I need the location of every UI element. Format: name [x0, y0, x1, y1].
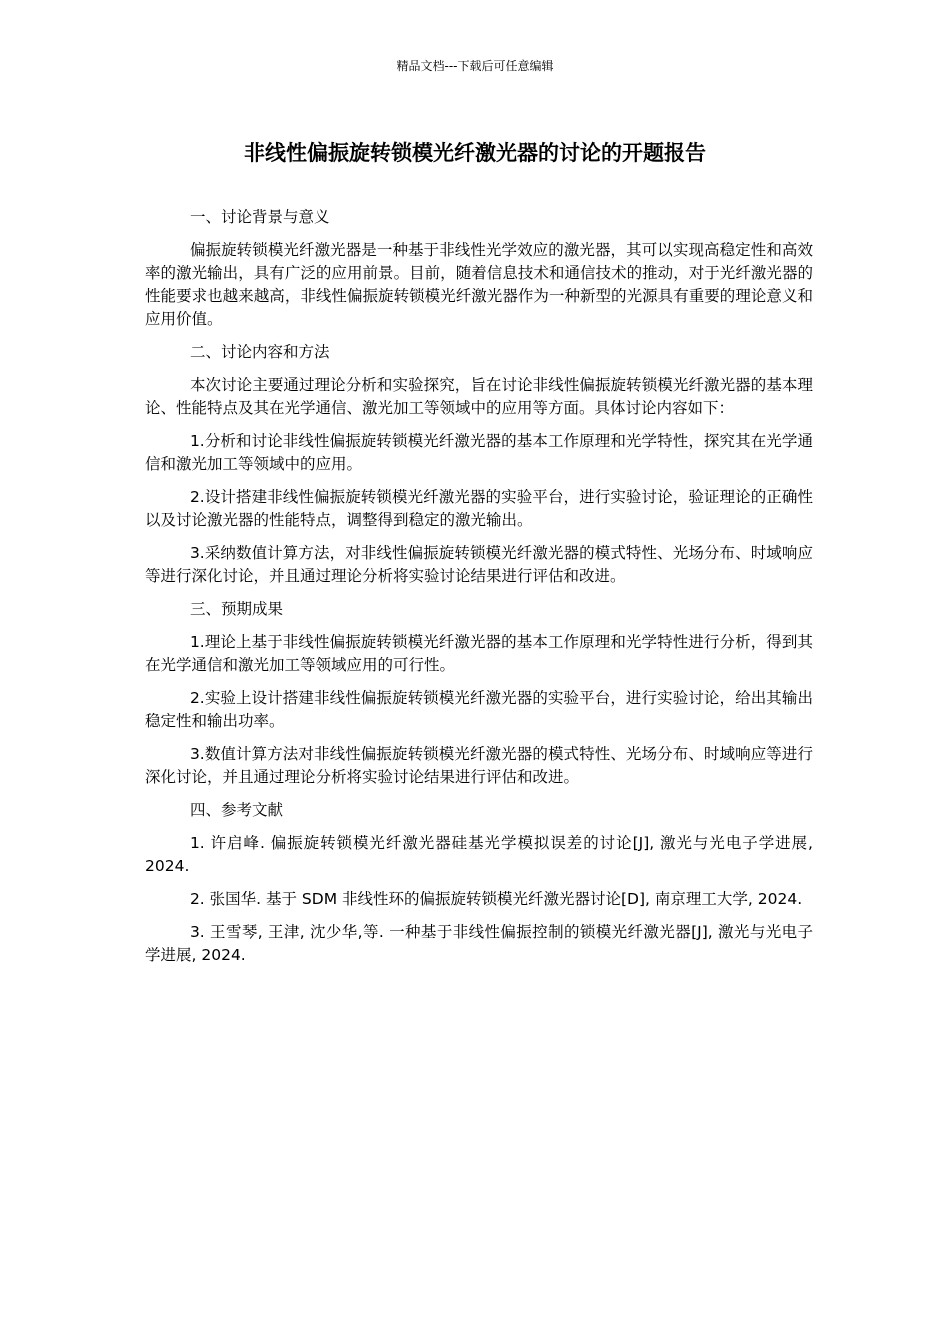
section-heading-references: 四、参考文献: [189, 801, 283, 819]
document-title: 非线性偏振旋转锁模光纤激光器的讨论的开题报告: [244, 141, 706, 165]
list-item: 2.设计搭建非线性偏振旋转锁模光纤激光器的实验平台，进行实验讨论，验证理论的正确性以及讨论激光器的性能特点，调整得到稳定的激光输出。: [145, 488, 813, 529]
paragraph: 偏振旋转锁模光纤激光器是一种基于非线性光学效应的激光器，其可以实现高稳定性和高效率的激光输出，具有广泛的应用前景。目前，随着信息技术和通信技术的推动，对于光纤激光器的性能要求也越来越高，非线性偏振旋转锁模光纤激光器作为一种新型的光源具有重要的理论意义和应用价值。: [145, 241, 813, 328]
list-item: 2.实验上设计搭建非线性偏振旋转锁模光纤激光器的实验平台，进行实验讨论，给出其输出稳定性和输出功率。: [145, 689, 813, 730]
list-item: 1.分析和讨论非线性偏振旋转锁模光纤激光器的基本工作原理和光学特性，探究其在光学通信和激光加工等领域中的应用。: [145, 432, 813, 473]
reference-item: 2. 张国华. 基于 SDM 非线性环的偏振旋转锁模光纤激光器讨论[D], 南京理工大学, 2024.: [189, 890, 803, 908]
section-heading-content-methods: 二、讨论内容和方法: [189, 343, 330, 361]
section-heading-expected-results: 三、预期成果: [189, 600, 283, 618]
reference-item: 3. 王雪琴, 王津, 沈少华,等. 一种基于非线性偏振控制的锁模光纤激光器[J], 激光与光电子学进展, 2024.: [145, 923, 813, 964]
document-body: [145, 206, 813, 977]
list-item: 1.理论上基于非线性偏振旋转锁模光纤激光器的基本工作原理和光学特性进行分析，得到其在光学通信和激光加工等领域应用的可行性。: [145, 633, 813, 674]
section-heading-background: 一、讨论背景与意义: [189, 208, 330, 226]
list-item: 3.采纳数值计算方法，对非线性偏振旋转锁模光纤激光器的模式特性、光场分布、时域响应等进行深化讨论，并且通过理论分析将实验讨论结果进行评估和改进。: [145, 544, 813, 585]
reference-item: 1. 许启峰. 偏振旋转锁模光纤激光器硅基光学模拟误差的讨论[J], 激光与光电子学进展, 2024.: [145, 834, 813, 875]
list-item: 3.数值计算方法对非线性偏振旋转锁模光纤激光器的模式特性、光场分布、时域响应等进行深化讨论，并且通过理论分析将实验讨论结果进行评估和改进。: [145, 745, 813, 786]
header-note: 精品文档---下载后可任意编辑: [396, 59, 554, 73]
paragraph: 本次讨论主要通过理论分析和实验探究，旨在讨论非线性偏振旋转锁模光纤激光器的基本理论、性能特点及其在光学通信、激光加工等领域中的应用等方面。具体讨论内容如下：: [145, 376, 813, 417]
